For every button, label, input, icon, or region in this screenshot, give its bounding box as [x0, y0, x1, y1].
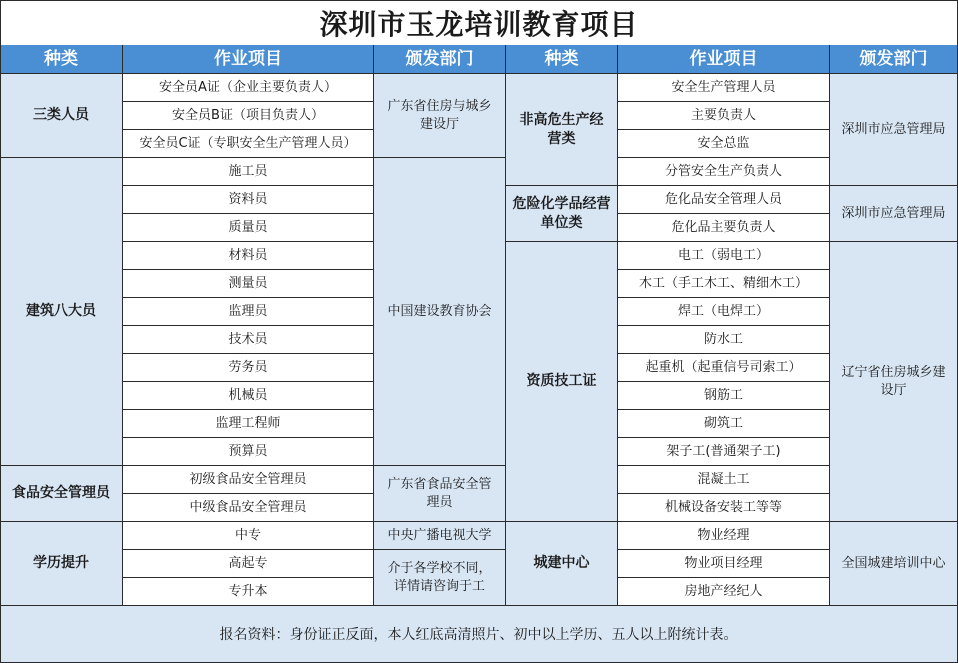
category-qualified-workers: 资质技工证 — [506, 242, 618, 522]
item-scaffolder: 架子工(普通架子工) — [618, 438, 830, 466]
item-labor-clerk: 劳务员 — [123, 354, 374, 382]
item-material-clerk: 材料员 — [123, 242, 374, 270]
header-category-right: 种类 — [506, 45, 618, 74]
category-three-types: 三类人员 — [0, 74, 123, 158]
dept-education-tv-university: 中央广播电视大学 — [374, 522, 506, 550]
category-hazardous-chemicals: 危险化学品经营单位类 — [506, 186, 618, 242]
dept-food-safety: 广东省食品安全管理员 — [374, 466, 506, 522]
item-budget-clerk: 预算员 — [123, 438, 374, 466]
item-welder: 焊工（电焊工） — [618, 298, 830, 326]
item-hazchem-safety-manager: 危化品安全管理人员 — [618, 186, 830, 214]
dept-qualified-workers: 辽宁省住房城乡建设厅 — [830, 242, 958, 522]
header-item-left: 作业项目 — [123, 45, 374, 74]
header-dept-left: 颁发部门 — [374, 45, 506, 74]
dept-hazardous-chemicals: 深圳市应急管理局 — [830, 186, 958, 242]
item-safety-director: 安全总监 — [618, 130, 830, 158]
item-supervision-engineer: 监理工程师 — [123, 410, 374, 438]
category-non-high-risk: 非高危生产经营类 — [506, 74, 618, 186]
item-electrician: 电工（弱电工） — [618, 242, 830, 270]
item-safety-b: 安全员B证（项目负责人） — [123, 102, 374, 130]
category-education: 学历提升 — [0, 522, 123, 606]
header-category-left: 种类 — [0, 45, 123, 74]
registration-requirements: 报名资料：身份证正反面，本人红底高清照片、初中以上学历、五人以上附统计表。 — [0, 606, 958, 663]
item-college-to-bachelor: 专升本 — [123, 578, 374, 606]
item-highschool-to-college: 高起专 — [123, 550, 374, 578]
header-dept-right: 颁发部门 — [830, 45, 958, 74]
item-waterproofer: 防水工 — [618, 326, 830, 354]
dept-eight-staff: 中国建设教育协会 — [374, 158, 506, 466]
item-technician: 技术员 — [123, 326, 374, 354]
dept-education-consult: 介于各学校不同，详情请咨询于工 — [374, 550, 506, 606]
item-bricklayer: 砌筑工 — [618, 410, 830, 438]
item-technical-secondary: 中专 — [123, 522, 374, 550]
item-quality-inspector: 质量员 — [123, 214, 374, 242]
dept-urban-center: 全国城建培训中心 — [830, 522, 958, 606]
item-real-estate-agent: 房地产经纪人 — [618, 578, 830, 606]
item-safety-c: 安全员C证（专职安全生产管理人员） — [123, 130, 374, 158]
item-hazchem-principal: 危化品主要负责人 — [618, 214, 830, 242]
category-food-safety: 食品安全管理员 — [0, 466, 123, 522]
item-food-safety-junior: 初级食品安全管理员 — [123, 466, 374, 494]
page-title: 深圳市玉龙培训教育项目 — [0, 0, 958, 46]
item-document-clerk: 资料员 — [123, 186, 374, 214]
item-deputy-safety-leader: 分管安全生产负责人 — [618, 158, 830, 186]
category-urban-center: 城建中心 — [506, 522, 618, 606]
item-safety-a: 安全员A证（企业主要负责人） — [123, 74, 374, 102]
item-food-safety-intermediate: 中级食品安全管理员 — [123, 494, 374, 522]
item-construction-worker: 施工员 — [123, 158, 374, 186]
item-machinery-clerk: 机械员 — [123, 382, 374, 410]
item-safety-production-manager: 安全生产管理人员 — [618, 74, 830, 102]
item-concrete-worker: 混凝土工 — [618, 466, 830, 494]
item-principal-leader: 主要负责人 — [618, 102, 830, 130]
item-carpenter: 木工（手工木工、精细木工） — [618, 270, 830, 298]
dept-three-types: 广东省住房与城乡建设厅 — [374, 74, 506, 158]
item-surveyor: 测量员 — [123, 270, 374, 298]
item-property-manager: 物业经理 — [618, 522, 830, 550]
item-crane-signaler: 起重机（起重信号司索工） — [618, 354, 830, 382]
dept-non-high-risk: 深圳市应急管理局 — [830, 74, 958, 186]
item-equipment-installer: 机械设备安装工等等 — [618, 494, 830, 522]
category-eight-staff: 建筑八大员 — [0, 158, 123, 466]
item-steel-fixer: 钢筋工 — [618, 382, 830, 410]
item-property-project-manager: 物业项目经理 — [618, 550, 830, 578]
item-supervisor: 监理员 — [123, 298, 374, 326]
header-item-right: 作业项目 — [618, 45, 830, 74]
